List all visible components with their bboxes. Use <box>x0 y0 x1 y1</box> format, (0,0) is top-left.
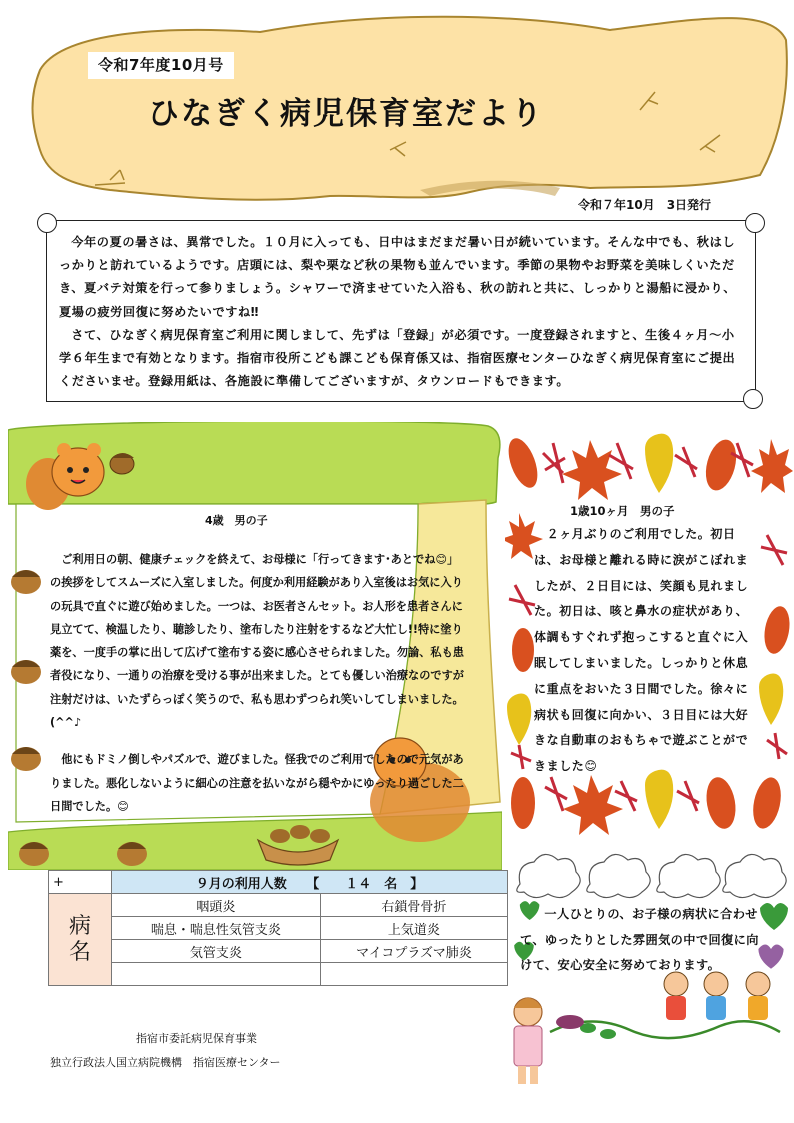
leaf-icon <box>677 781 699 811</box>
leaf-icon <box>767 733 787 759</box>
disease-cell: 咽頭炎 <box>112 894 321 917</box>
leaf-icon <box>703 775 740 831</box>
issue-label: 令和7年度10月号 <box>88 52 234 79</box>
usage-count-cell: ９月の利用人数 【 １４ 名 】 <box>112 871 508 894</box>
footer-organizer: 指宿市委託病児保育事業 <box>136 1032 257 1045</box>
leaf-icon <box>545 777 567 811</box>
leaf-icon <box>749 775 785 831</box>
leaf-icon <box>556 1015 584 1029</box>
disease-cell: 気管支炎 <box>112 940 321 963</box>
intro-paragraph: 今年の夏の暑さは、異常でした。１０月に入っても、日中はまだまだ暑い日が続いています。そんな中でも、秋はしっかりと訪れているようです。店頭には、梨や栗など秋の果物も並んでいます。季節の果物やお野菜を美味しくいただき、夏バテ対策を行って参りましょう。シャワーで済ませていた入浴も、秋の訪れと共に、しっかりと湯船に浸かり、夏場の疲労回復に努めたいですね‼ <box>59 235 737 319</box>
child-icon <box>664 972 688 1020</box>
scroll-curl-icon <box>743 389 763 409</box>
leaf-icon <box>645 434 673 493</box>
corner-cell: + <box>49 871 112 894</box>
intro-paragraph: さて、ひなぎく病児保育室ご利用に関しまして、先ずは「登録」が必須です。一度登録されますと、生後４ヶ月～小学６年生まで有効となります。指宿市役所こども課こども保育係又は、指宿医療センターひなぎく病児保育室にご提出くださいませ。登録用紙は、各施設に準備してございますが、タウンロードもできます。 <box>59 327 736 389</box>
cloud-icon <box>517 854 580 897</box>
disease-cell: マイコプラズマ肺炎 <box>320 940 507 963</box>
leaf-icon <box>675 447 697 477</box>
child-icon <box>704 972 728 1020</box>
leaf-icon <box>759 674 783 726</box>
table-row <box>49 871 508 894</box>
closing-text: 一人ひとりの、お子様の病状に合わせて、ゆったりとした雰囲気の中で回復に向けて、安心安全に努めております。 <box>520 907 759 972</box>
scroll-curl-icon <box>745 213 765 233</box>
acorn-icon <box>11 570 41 594</box>
table-row <box>49 894 508 917</box>
disease-label-char: 名 <box>68 939 91 965</box>
cloud-icon <box>723 854 786 897</box>
acorn-icon <box>11 660 41 684</box>
disease-label-cell <box>49 894 112 986</box>
story-right-paragraph: ２ヶ月ぶりのご利用でした。初日は、お母様と離れる時に涙がこぼれましたが、２日目には、笑顔も見れました。初日は、咳と鼻水の症状があり、体調もすぐれず抱っこすると直ぐに入眠してしまいました。しっかりと休息に重点をおいた３日間でした。徐々に病状も回復に向かい、３日目には大好きな自動車のおもちゃで遊ぶことができました😊 <box>534 527 749 774</box>
story-right-heading: 1歳10ヶ月 男の子 <box>570 504 675 518</box>
publish-date: 令和７年10月 3日発行 <box>578 198 712 212</box>
leaf-icon <box>511 777 535 829</box>
acorn-icon <box>11 747 41 771</box>
leaf-icon <box>562 440 622 500</box>
disease-cell: 上気道炎 <box>320 917 507 940</box>
acorn-icon <box>117 842 147 866</box>
table-row <box>49 940 508 963</box>
cloud-icon <box>587 854 650 897</box>
leaf-icon <box>511 745 531 769</box>
intro-box <box>46 220 756 402</box>
story-left-paragraph: 他にもドミノ倒しやパズルで、遊びました。怪我でのご利用でしたので元気がありました。悪化しないように細心の注意を払いながら穏やかにゆったり過ごした二日間でした。😊 <box>50 753 464 813</box>
disease-label-char: 病 <box>68 913 91 939</box>
leaf-icon <box>701 436 742 493</box>
leaf-icon <box>509 585 535 615</box>
table-row <box>49 917 508 940</box>
page-title: ひなぎく病児保育室だより <box>148 96 544 132</box>
leaf-icon <box>751 439 793 493</box>
disease-cell: 右鎖骨骨折 <box>320 894 507 917</box>
leaf-icon <box>600 1029 616 1039</box>
leaf-icon <box>761 535 787 565</box>
leaf-icon <box>615 781 637 811</box>
story-left-body <box>50 548 465 818</box>
leaf-icon <box>507 694 531 746</box>
story-left-heading: 4歳 男の子 <box>205 514 268 527</box>
leaf-icon <box>761 604 793 655</box>
closing-message <box>520 902 770 979</box>
disease-cell: 喘息・喘息性気管支炎 <box>112 917 321 940</box>
cloud-icon <box>657 854 720 897</box>
nurse-icon <box>514 998 542 1084</box>
child-icon <box>746 972 770 1020</box>
usage-stats-table <box>48 870 508 986</box>
table-row <box>49 963 508 986</box>
story-right-body <box>534 520 760 780</box>
leaf-icon <box>505 434 543 491</box>
leaf-icon <box>512 628 534 672</box>
disease-cell <box>112 963 321 986</box>
leaf-icon <box>563 775 623 835</box>
leaf-icon <box>543 443 565 483</box>
acorn-icon <box>19 842 49 866</box>
disease-cell <box>320 963 507 986</box>
story-left-paragraph: ご利用日の朝、健康チェックを終えて、お母様に「行ってきます･あとでね😊」の挨拶をしてスムーズに入室しました。何度か利用経験があり入室後はお気に入りの玩具で直ぐに遊び始めました。一つは、お医者さんセット。お人形を患者さんに見立てて、検温したり、聴診したり、塗布したり注射をするなど大忙し!!特に塗り薬を、一度手の掌に出して広げて塗布する姿に感心させられました。勿論、私も患者役になり、一通りの治療を受ける事が出来ました。とても優しい治療なのですが注射だけは、いたずらっぽく笑うので、私も思わずつられ笑いしてしまいました。(^^♪ <box>50 553 464 730</box>
footer-institution: 独立行政法人国立病院機構 指宿医療センター <box>50 1056 281 1069</box>
scroll-curl-icon <box>37 213 57 233</box>
